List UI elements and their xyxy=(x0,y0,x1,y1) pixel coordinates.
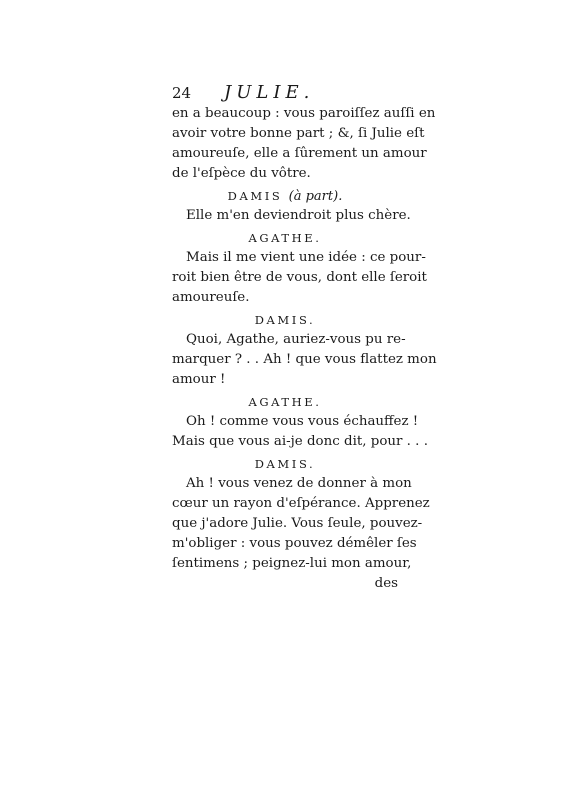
text-line: de l'eſpèce du vôtre. xyxy=(172,166,311,181)
text-line: Quoi, Agathe, auriez-vous pu re- xyxy=(186,332,406,347)
text-line: ſentimens ; peignez-lui mon amour, xyxy=(172,556,412,571)
text-line: avoir votre bonne part ; &, ſi Julie eſt xyxy=(172,126,425,141)
text-line: que j'adore Julie. Vous ſeule, pouvez- xyxy=(172,516,423,531)
text-line: Oh ! comme vous vous échauffez ! xyxy=(186,414,419,429)
catchword: des xyxy=(374,576,398,591)
stage-direction: (à part). xyxy=(288,189,343,204)
text-line: amour ! xyxy=(172,372,226,387)
text-line: Ah ! vous venez de donner à mon xyxy=(186,476,412,491)
catchword-line xyxy=(172,574,398,594)
text-line: Mais il me vient une idée : ce pour- xyxy=(186,250,426,265)
text-line: cœur un rayon d'eſpérance. Apprenez xyxy=(172,496,430,511)
page-number: 24 xyxy=(172,84,192,102)
text-line: m'obliger : vous pouvez démêler ſes xyxy=(172,536,417,551)
running-title: JULIE. xyxy=(224,82,315,103)
text-line: amoureuſe. xyxy=(172,290,250,305)
speaker-heading: AGATHE. xyxy=(248,231,322,245)
speaker-heading xyxy=(172,184,398,206)
text-block xyxy=(172,104,437,594)
text-line: en a beaucoup : vous paroiſſez auſſi en xyxy=(172,106,436,121)
speaker-heading: AGATHE. xyxy=(248,395,322,409)
text-line: marquer ? . . Ah ! que vous flattez mon xyxy=(172,352,437,367)
running-head xyxy=(172,84,382,106)
text-line: Mais que vous ai-je donc dit, pour . . . xyxy=(172,434,428,449)
text-line: roit bien être de vous, dont elle ſeroit xyxy=(172,270,427,285)
text-line: Elle m'en deviendroit plus chère. xyxy=(186,208,411,223)
speaker-name: DAMIS xyxy=(227,189,283,203)
speaker-heading: DAMIS. xyxy=(254,313,316,327)
speaker-heading: DAMIS. xyxy=(254,457,316,471)
text-line: amoureuſe, elle a ſûrement un amour xyxy=(172,146,427,161)
